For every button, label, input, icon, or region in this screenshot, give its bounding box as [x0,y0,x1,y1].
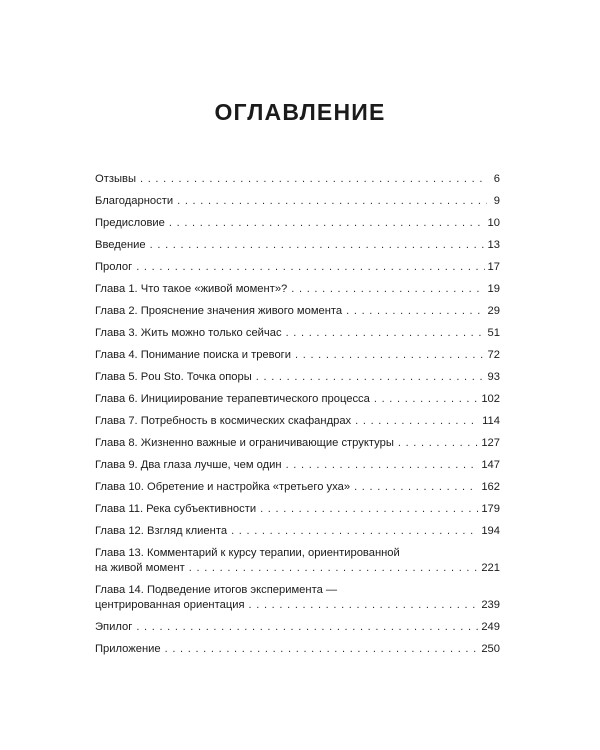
table-of-contents [95,172,500,664]
toc-entry [95,260,500,282]
dot-leader [291,282,484,297]
toc-entry-title: Глава 10. Обретение и настройка «третьего уха» [95,481,351,493]
toc-entry-title: Предисловие [95,217,165,229]
dot-leader [150,238,485,253]
dot-leader [346,304,484,319]
toc-page-number: 250 [481,643,500,655]
toc-entry [95,620,500,642]
toc-page-number: 221 [481,562,500,574]
toc-entry [95,304,500,326]
toc-entry [95,458,500,480]
toc-page-number: 93 [487,371,500,383]
toc-page-number: 102 [481,393,500,405]
toc-page-number: 147 [481,459,500,471]
dot-leader [189,561,479,576]
toc-entry [95,348,500,370]
toc-entry-title: Глава 3. Жить можно только сейчас [95,327,282,339]
toc-entry-title-line-2: центрированная ориентация [95,599,245,611]
toc-entry-title: Глава 1. Что такое «живой момент»? [95,283,288,295]
toc-page-number: 194 [481,525,500,537]
toc-entry [95,172,500,194]
toc-page-number: 13 [487,239,500,251]
dot-leader [165,642,479,657]
toc-entry [95,524,500,546]
dot-leader [286,458,479,473]
toc-entry-title: Пролог [95,261,133,273]
toc-page-number: 9 [493,195,500,207]
dot-leader [286,326,485,341]
toc-entry [95,282,500,304]
toc-page-number: 29 [487,305,500,317]
toc-entry-title-line-1: Глава 14. Подведение итогов эксперимента — [95,584,338,596]
toc-entry [95,194,500,216]
dot-leader [295,348,485,363]
toc-entry-title: Эпилог [95,621,133,633]
toc-page-number: 72 [487,349,500,361]
dot-leader [260,502,478,517]
toc-entry-title-line-2: на живой момент [95,562,185,574]
toc-entry-title: Глава 8. Жизненно важные и ограничивающие структуры [95,437,394,449]
toc-entry-title: Глава 5. Pou Sto. Точка опоры [95,371,252,383]
toc-page-number: 162 [481,481,500,493]
toc-entry [95,216,500,238]
toc-page-number: 249 [481,621,500,633]
toc-page-number: 10 [487,217,500,229]
dot-leader [140,172,487,187]
toc-page-number: 17 [487,261,500,273]
toc-entry [95,480,500,502]
dot-leader [177,194,487,209]
toc-entry [95,370,500,392]
dot-leader [374,392,478,407]
toc-entry [95,502,500,524]
toc-page-number: 239 [481,599,500,611]
toc-entry-title: Глава 11. Река субъективности [95,503,257,515]
toc-entry-title: Глава 4. Понимание поиска и тревоги [95,349,292,361]
toc-page-number: 127 [481,437,500,449]
toc-entry-title: Глава 12. Взгляд клиента [95,525,228,537]
toc-entry [95,583,500,620]
toc-entry [95,436,500,458]
dot-leader [169,216,485,231]
toc-entry-title: Приложение [95,643,161,655]
dot-leader [354,480,478,495]
toc-page-number: 6 [493,173,500,185]
toc-page-number: 179 [481,503,500,515]
toc-entry [95,326,500,348]
toc-page-number: 114 [482,415,500,427]
toc-entry-title: Введение [95,239,146,251]
dot-leader [398,436,478,451]
toc-entry [95,392,500,414]
toc-entry-title: Глава 9. Два глаза лучше, чем один [95,459,282,471]
dot-leader [256,370,485,385]
toc-entry-title: Глава 7. Потребность в космических скафандрах [95,415,352,427]
toc-page-number: 51 [487,327,500,339]
dot-leader [136,260,484,275]
toc-entry-title: Глава 6. Инициирование терапевтического процесса [95,393,370,405]
toc-entry [95,642,500,664]
dot-leader [231,524,478,539]
dot-leader [249,598,479,613]
toc-page-number: 19 [487,283,500,295]
dot-leader [136,620,478,635]
toc-entry-title: Глава 2. Прояснение значения живого момента [95,305,343,317]
dot-leader [355,414,479,429]
toc-entry-title: Благодарности [95,195,174,207]
toc-entry [95,238,500,260]
toc-entry [95,414,500,436]
toc-entry-title-line-1: Глава 13. Комментарий к курсу терапии, ориентированной [95,547,400,559]
toc-entry [95,546,500,583]
page-title: ОГЛАВЛЕНИЕ [214,99,386,126]
toc-entry-title: Отзывы [95,173,136,185]
